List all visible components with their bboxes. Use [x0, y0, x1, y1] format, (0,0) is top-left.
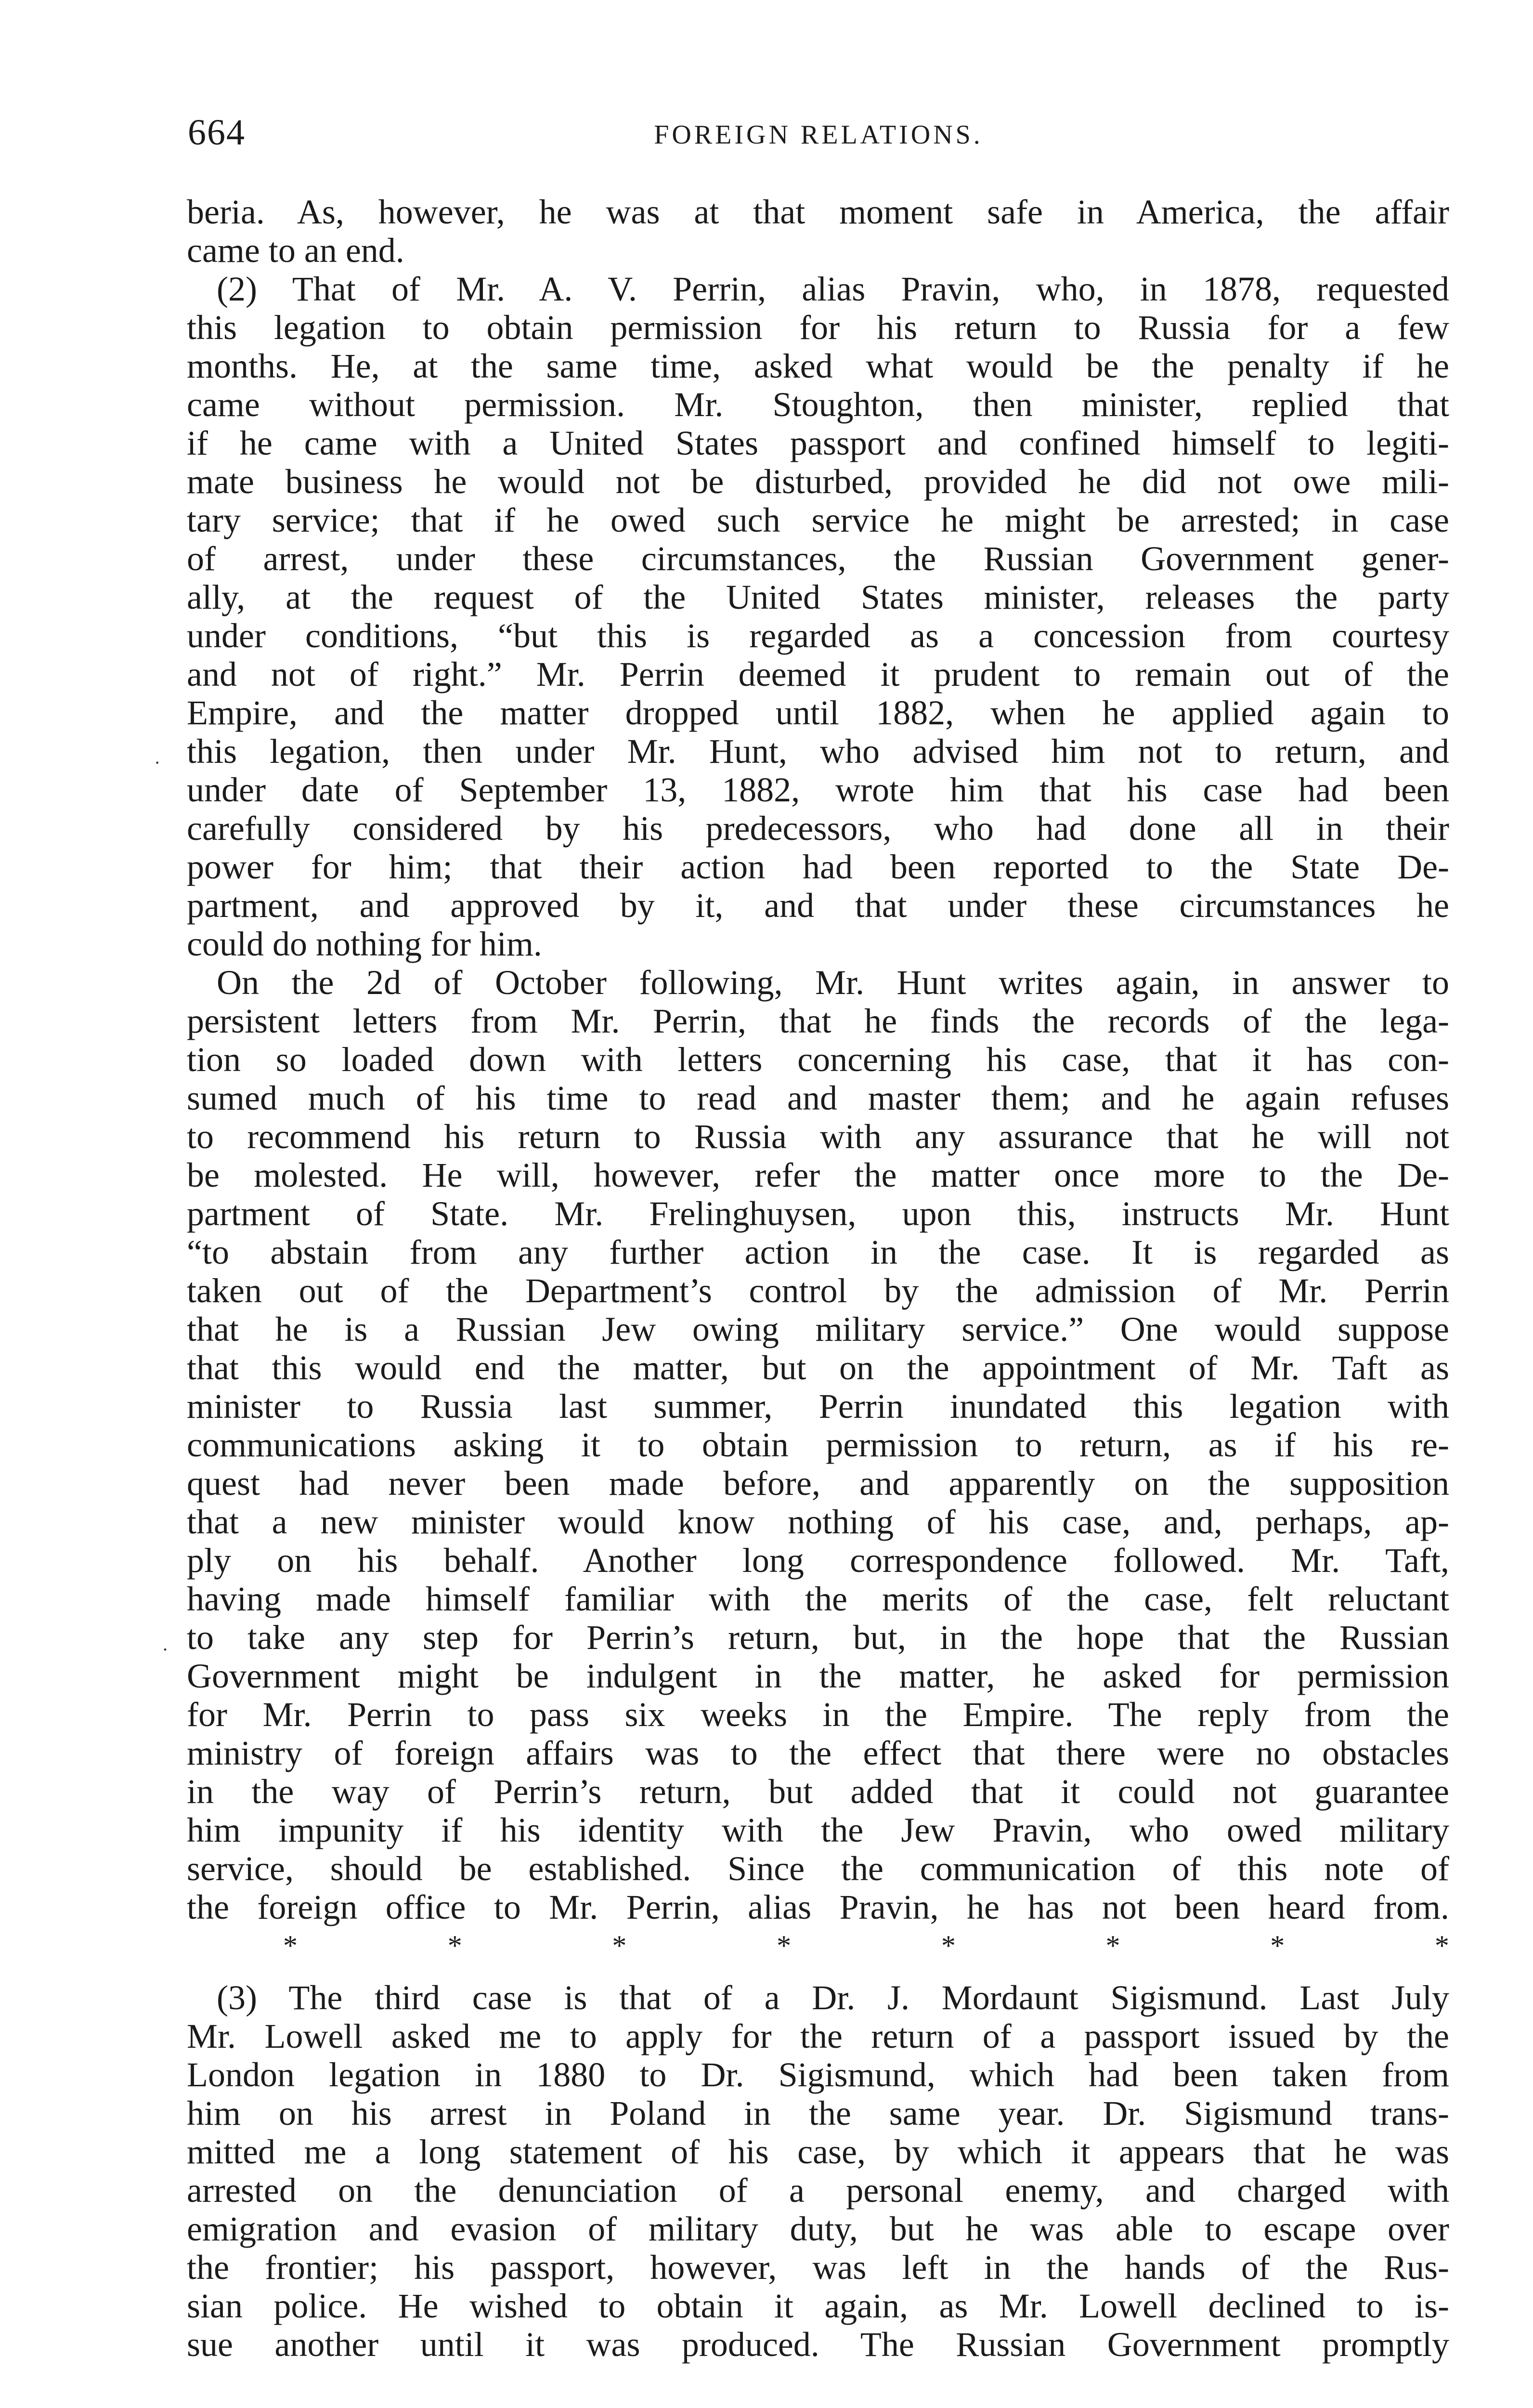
text-line: him impunity if his identity with the Jew Pravin, who owed military — [187, 1811, 1449, 1849]
text-line: tary service; that if he owed such service he might be arrested; in case — [187, 501, 1449, 539]
text-line: persistent letters from Mr. Perrin, that he finds the records of the lega- — [187, 1002, 1449, 1040]
running-title: FOREIGN RELATIONS. — [654, 120, 983, 150]
text-line: for Mr. Perrin to pass six weeks in the Empire. The reply from the — [187, 1695, 1449, 1734]
text-line: mate business he would not be disturbed, provided he did not owe mili- — [187, 462, 1449, 501]
text-line: that he is a Russian Jew owing military service.” One would suppose — [187, 1310, 1449, 1348]
text-line: On the 2d of October following, Mr. Hunt writes again, in answer to — [217, 963, 1449, 1002]
text-line: communications asking it to obtain permission to return, as if his re- — [187, 1426, 1449, 1464]
text-line: to recommend his return to Russia with any assurance that he will not — [187, 1117, 1449, 1156]
text-line: could do nothing for him. — [187, 925, 542, 963]
text-line: (2) That of Mr. A. V. Perrin, alias Pravin, who, in 1878, requested — [217, 270, 1449, 308]
text-line: beria. As, however, he was at that moment safe in America, the affair — [187, 193, 1449, 231]
asterisk: * — [1270, 1930, 1285, 1962]
text-line: sumed much of his time to read and master them; and he again refuses — [187, 1079, 1449, 1117]
text-line: London legation in 1880 to Dr. Sigismund, which had been taken from — [187, 2055, 1449, 2094]
asterisk: * — [941, 1930, 956, 1962]
asterisk: * — [283, 1930, 298, 1962]
text-line: quest had never been made before, and apparently on the supposition — [187, 1464, 1449, 1503]
text-line: this legation to obtain permission for his return to Russia for a few — [187, 308, 1449, 347]
ink-speck: . — [163, 1633, 168, 1655]
text-line: if he came with a United States passport and confined himself to legiti- — [187, 424, 1449, 462]
text-line: “to abstain from any further action in the case. It is regarded as — [187, 1233, 1449, 1271]
text-line: him on his arrest in Poland in the same year. Dr. Sigismund trans- — [187, 2094, 1449, 2133]
text-line: and not of right.” Mr. Perrin deemed it prudent to remain out of the — [187, 655, 1449, 694]
text-line: tion so loaded down with letters concerning his case, that it has con- — [187, 1040, 1449, 1079]
text-line: having made himself familiar with the merits of the case, felt reluctant — [187, 1580, 1449, 1618]
text-line: came to an end. — [187, 231, 404, 270]
text-line: to take any step for Perrin’s return, but, in the hope that the Russian — [187, 1618, 1449, 1657]
asterisk: * — [1105, 1930, 1120, 1962]
ink-speck: · — [154, 752, 161, 773]
text-line: minister to Russia last summer, Perrin inundated this legation with — [187, 1387, 1449, 1426]
text-line: (3) The third case is that of a Dr. J. Mordaunt Sigismund. Last July — [217, 1978, 1449, 2017]
text-line: carefully considered by his predecessors, who had done all in their — [187, 809, 1449, 848]
asterisk: * — [1434, 1930, 1449, 1962]
asterisk: * — [777, 1930, 792, 1962]
text-line: emigration and evasion of military duty, but he was able to escape over — [187, 2210, 1449, 2248]
text-line: Empire, and the matter dropped until 1882, when he applied again to — [187, 694, 1449, 732]
text-line: that a new minister would know nothing of his case, and, perhaps, ap- — [187, 1503, 1449, 1541]
text-line: Mr. Lowell asked me to apply for the return of a passport issued by the — [187, 2017, 1449, 2055]
text-line: months. He, at the same time, asked what would be the penalty if he — [187, 347, 1449, 385]
text-line: this legation, then under Mr. Hunt, who advised him not to return, and — [187, 732, 1449, 771]
text-line: arrested on the denunciation of a personal enemy, and charged with — [187, 2171, 1449, 2210]
omission-asterisks — [187, 1926, 1449, 1965]
text-line: partment, and approved by it, and that under these circumstances he — [187, 886, 1449, 925]
text-line: of arrest, under these circumstances, the Russian Government gener- — [187, 539, 1449, 578]
text-line: sue another until it was produced. The Russian Government promptly — [187, 2325, 1449, 2364]
text-line: in the way of Perrin’s return, but added that it could not guarantee — [187, 1772, 1449, 1811]
asterisk: * — [447, 1930, 462, 1962]
asterisk: * — [612, 1930, 627, 1962]
text-line: under conditions, “but this is regarded as a concession from courtesy — [187, 616, 1449, 655]
text-line: came without permission. Mr. Stoughton, then minister, replied that — [187, 385, 1449, 424]
text-line: the frontier; his passport, however, was left in the hands of the Rus- — [187, 2248, 1449, 2287]
text-line: mitted me a long statement of his case, by which it appears that he was — [187, 2133, 1449, 2171]
body-text — [187, 193, 1449, 2364]
text-line: sian police. He wished to obtain it again, as Mr. Lowell declined to is- — [187, 2287, 1449, 2325]
text-line: Government might be indulgent in the matter, he asked for permission — [187, 1657, 1449, 1695]
text-line: under date of September 13, 1882, wrote him that his case had been — [187, 771, 1449, 809]
text-line: ally, at the request of the United States minister, releases the party — [187, 578, 1449, 616]
text-line: ply on his behalf. Another long correspondence followed. Mr. Taft, — [187, 1541, 1449, 1580]
text-line: the foreign office to Mr. Perrin, alias Pravin, he has not been heard from. — [187, 1888, 1449, 1926]
text-line: service, should be established. Since the communication of this note of — [187, 1849, 1449, 1888]
text-line: that this would end the matter, but on the appointment of Mr. Taft as — [187, 1348, 1449, 1387]
text-line: ministry of foreign affairs was to the effect that there were no obstacles — [187, 1734, 1449, 1772]
text-line: partment of State. Mr. Frelinghuysen, upon this, instructs Mr. Hunt — [187, 1194, 1449, 1233]
text-line: taken out of the Department’s control by the admission of Mr. Perrin — [187, 1271, 1449, 1310]
running-head — [188, 112, 1449, 160]
text-line: be molested. He will, however, refer the matter once more to the De- — [187, 1156, 1449, 1194]
page-number: 664 — [188, 112, 246, 153]
text-line: power for him; that their action had been reported to the State De- — [187, 848, 1449, 886]
